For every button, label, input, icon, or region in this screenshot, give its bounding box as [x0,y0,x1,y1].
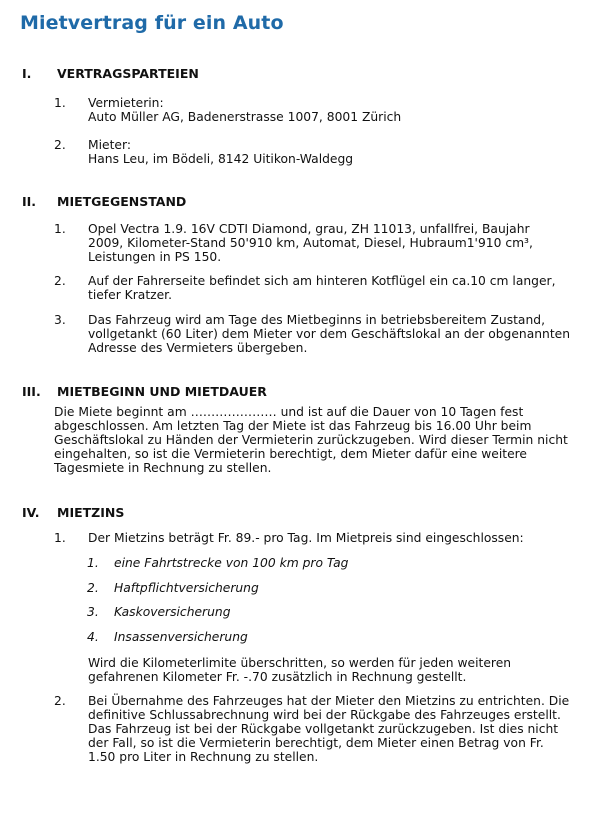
item-line: Opel Vectra 1.9. 16V CDTI Diamond, grau, ZH 11013, unfallfrei, Baujahr [88,222,530,236]
list-item-kratzer [54,274,564,302]
included-item-fahrtstrecke [87,556,527,570]
item-number: 1. [54,531,66,545]
item-line: Auf der Fahrerseite befindet sich am hinteren Kotflügel ein ca.10 cm langer, [88,274,556,288]
included-number: 1. [87,556,99,570]
paragraph-line: Geschäftslokal zu Händen der Vermieterin zurückzugeben. Wird dieser Termin nicht [54,433,568,447]
item-number: 1. [54,222,66,236]
included-item-insassen [87,630,527,644]
section-title: MIETBEGINN UND MIETDAUER [57,384,267,399]
section-number: III. [22,384,41,399]
item-line: der Fall, so ist die Vermieterin berechtigt, dem Mieter einen Betrag von Fr. [88,736,544,750]
paragraph-line: abgeschlossen. Am letzten Tag der Miete ist das Fahrzeug bis 16.00 Uhr beim [54,419,532,433]
list-item-vermieterin [54,96,564,124]
list-item-uebernahme [54,694,570,764]
included-item-haftpflicht [87,581,527,595]
included-item-kasko [87,605,527,619]
item-line: Auto Müller AG, Badenerstrasse 1007, 8001 Zürich [88,110,402,124]
item-line: tiefer Kratzer. [88,288,172,302]
item-number: 3. [54,313,66,327]
section-number: I. [22,66,32,81]
section-number: II. [22,194,37,209]
section-title: MIETGEGENSTAND [57,194,187,209]
paragraph-line: gefahrenen Kilometer Fr. -.70 zusätzlich in Rechnung gestellt. [88,670,467,684]
section-heading-mietgegenstand [22,194,186,209]
included-number: 3. [87,605,99,619]
item-line: Das Fahrzeug ist bei der Rückgabe vollgetankt zurückzugeben. Ist dies nicht [88,722,559,736]
item-number: 2. [54,138,66,152]
section-heading-mietzins [22,505,124,520]
paragraph-kilometerlimite [88,656,558,684]
included-text: Haftpflichtversicherung [114,581,259,595]
item-line: Mieter: [88,138,131,152]
section-heading-vertragsparteien [22,66,199,81]
item-line: Das Fahrzeug wird am Tage des Mietbeginns in betriebsbereitem Zustand, [88,313,545,327]
item-line: Adresse des Vermieters übergeben. [88,341,308,355]
included-number: 4. [87,630,99,644]
list-item-mieter [54,138,564,166]
item-line: Leistungen in PS 150. [88,250,222,264]
paragraph-line: Wird die Kilometerlimite überschritten, so werden für jeden weiteren [88,656,512,670]
item-number: 2. [54,694,66,708]
item-number: 1. [54,96,66,110]
section-title: VERTRAGSPARTEIEN [57,66,199,81]
paragraph-line: Die Miete beginnt am ………………… und ist auf die Dauer von 10 Tagen fest [54,405,524,419]
item-line: definitive Schlussabrechnung wird bei der Rückgabe des Fahrzeuges erstellt. [88,708,561,722]
section-number: IV. [22,505,40,520]
included-number: 2. [87,581,99,595]
paragraph-mietbeginn [54,405,568,475]
paragraph-line: eingehalten, so ist die Vermieterin berechtigt, dem Mieter dafür eine weitere [54,447,527,461]
included-text: eine Fahrtstrecke von 100 km pro Tag [114,556,349,570]
item-line: Bei Übernahme des Fahrzeuges hat der Mieter den Mietzins zu entrichten. Die [88,694,570,708]
section-title: MIETZINS [57,505,125,520]
item-line: 1.50 pro Liter in Rechnung zu stellen. [88,750,319,764]
item-line: 2009, Kilometer-Stand 50'910 km, Automat, Diesel, Hubraum1'910 cm³, [88,236,533,250]
list-item-uebergabe [54,313,571,355]
document-title: Mietvertrag für ein Auto [20,12,284,34]
included-text: Kaskoversicherung [114,605,231,619]
list-item-mietzins [54,531,564,545]
item-number: 2. [54,274,66,288]
item-line: vollgetankt (60 Liter) dem Mieter vor dem Geschäftslokal an der obgenannten [88,327,571,341]
paragraph-line: Tagesmiete in Rechnung zu stellen. [54,461,272,475]
item-line: Vermieterin: [88,96,164,110]
list-item-fahrzeug [54,222,564,264]
item-line: Hans Leu, im Bödeli, 8142 Uitikon-Waldegg [88,152,354,166]
section-heading-mietbeginn [22,384,267,399]
item-line: Der Mietzins beträgt Fr. 89.- pro Tag. Im Mietpreis sind eingeschlossen: [88,531,524,545]
included-text: Insassenversicherung [114,630,248,644]
